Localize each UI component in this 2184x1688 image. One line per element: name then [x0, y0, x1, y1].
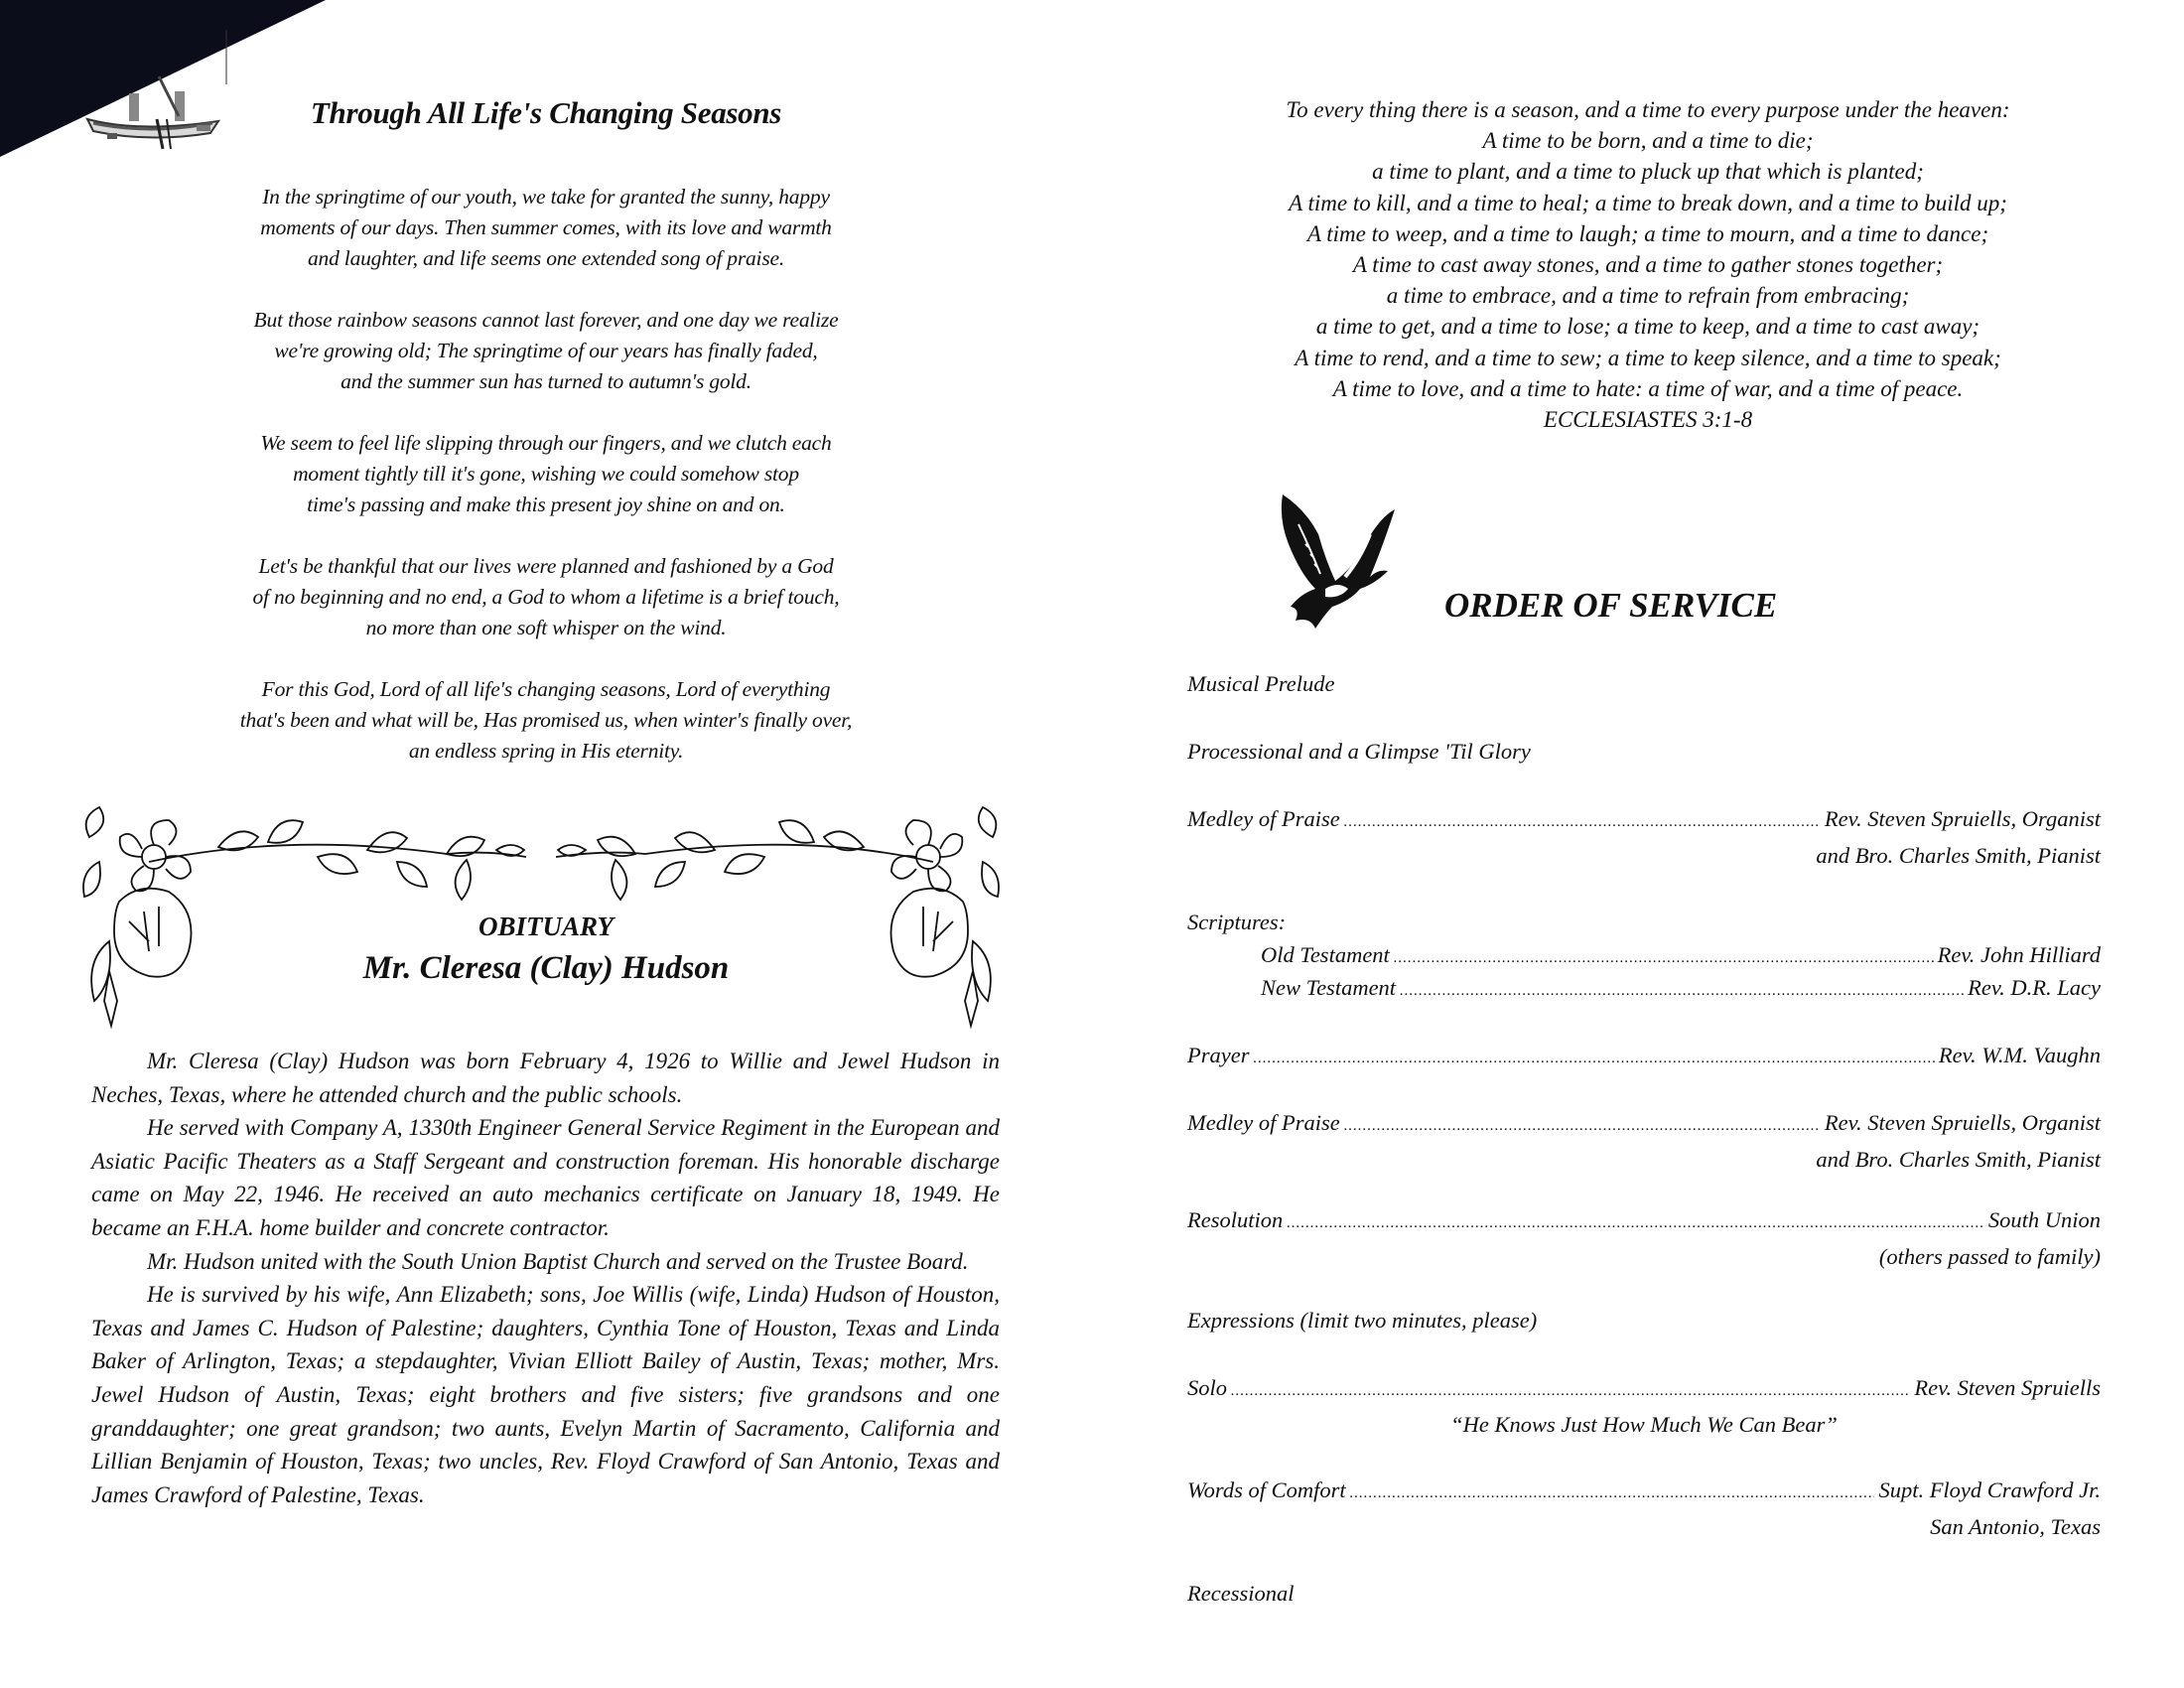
poem-line: For this God, Lord of all life's changing seasons, Lord of everything: [261, 677, 831, 701]
poem-line: and laughter, and life seems one extended song of praise.: [307, 246, 785, 270]
service-item-subtext: and Bro. Charles Smith, Pianist: [1816, 1147, 2101, 1172]
dot-leader: [1231, 1375, 1910, 1408]
service-item: [1187, 735, 2101, 768]
scripture-line: A time to cast away stones, and a time to gather stones together;: [1352, 252, 1944, 278]
service-item-label: Old Testament: [1261, 942, 1390, 967]
service-item: [1187, 1577, 2101, 1610]
obituary-paragraph: Mr. Cleresa (Clay) Hudson was born February 4, 1926 to Willie and Jewel Hudson in Neches, Texas, where he attended church and the public schools.: [91, 1049, 1000, 1107]
poem-stanza: [139, 674, 953, 767]
poem-line: We seem to feel life slipping through our fingers, and we clutch each: [260, 431, 832, 455]
service-item: [1187, 1371, 2101, 1441]
poem-title: Through All Life's Changing Seasons: [310, 95, 782, 130]
poem-line: an endless spring in His eternity.: [408, 739, 684, 763]
service-item-subtext: and Bro. Charles Smith, Pianist: [1816, 843, 2101, 868]
service-item-subtext: San Antonio, Texas: [1930, 1514, 2101, 1539]
scripture-line: A time to love, and a time to hate: a time of war, and a time of peace.: [1332, 375, 1964, 401]
poem-stanza: [139, 305, 953, 397]
service-item-row: [1187, 971, 2101, 1008]
service-item-participant: South Union: [1987, 1207, 2101, 1232]
dove-icon: [1271, 490, 1405, 634]
service-item-participant: Rev. John Hilliard: [1937, 942, 2101, 967]
poem-line: Let's be thankful that our lives were planned and fashioned by a God: [258, 554, 834, 578]
obituary-paragraph: Mr. Hudson united with the South Union Baptist Church and served on the Trustee Board.: [147, 1248, 969, 1274]
poem-line: that's been and what will be, Has promised us, when winter's finally over,: [239, 708, 853, 732]
service-item-label: Scriptures:: [1187, 910, 1287, 934]
poem-stanza: [139, 428, 953, 520]
obituary-label: OBITUARY: [478, 912, 614, 941]
service-item-row: [1187, 938, 2101, 975]
obituary-body: [91, 1045, 1000, 1511]
poem-line: In the springtime of our youth, we take for granted the sunny, happy: [262, 185, 830, 209]
scripture-line: a time to get, and a time to lose; a time to keep, and a time to cast away;: [1315, 314, 1980, 340]
service-item-row: [1187, 667, 2101, 700]
service-item: [1187, 667, 2101, 700]
service-item-label: Prayer: [1187, 1043, 1250, 1067]
service-item-label: Processional and a Glimpse 'Til Glory: [1187, 739, 1531, 764]
service-item-row: [1187, 735, 2101, 768]
order-of-service-title: ORDER OF SERVICE: [1444, 586, 1778, 625]
service-item-row: [1187, 1474, 2101, 1510]
service-item: [1187, 971, 2101, 1008]
service-item-participant: Rev. W.M. Vaughn: [1938, 1043, 2101, 1067]
poem-line: But those rainbow seasons cannot last forever, and one day we realize: [253, 308, 839, 332]
poem-line: no more than one soft whisper on the wind.: [365, 616, 727, 639]
service-item-row: [1187, 1106, 2101, 1143]
service-item-label: Medley of Praise: [1187, 1110, 1340, 1135]
service-item-row: [1187, 802, 2101, 839]
service-item: [1187, 1203, 2101, 1273]
dot-leader: [1253, 1043, 1934, 1075]
scripture-line: A time to weep, and a time to laugh; a time to mourn, and a time to dance;: [1306, 220, 1989, 246]
service-item: [1187, 1474, 2101, 1543]
service-item: [1187, 938, 2101, 975]
service-item-participant: Rev. Steven Spruiells, Organist: [1824, 806, 2101, 831]
service-item-label: Expressions (limit two minutes, please): [1187, 1308, 1538, 1333]
poem-stanza: [139, 551, 953, 643]
scripture-line: A time to be born, and a time to die;: [1482, 128, 1814, 154]
scripture-reference: ECCLESIASTES 3:1-8: [1543, 407, 1753, 433]
service-item-label: Recessional: [1187, 1581, 1295, 1606]
dot-leader: [1350, 1477, 1875, 1510]
obituary-paragraph: He served with Company A, 1330th Engineer General Service Regiment in the European and Asiatic Pacific Theaters as a Staff Sergeant and construction foreman. His honorable discharge came on May 22, 1946. He received an auto mechanics certificate on January 18, 1949. He became an F.H.A. home builder and concrete contractor.: [91, 1115, 1000, 1240]
poem-line: and the summer sun has turned to autumn's gold.: [341, 369, 751, 393]
poem-stanza: [139, 182, 953, 274]
rowboat-icon: [79, 62, 228, 151]
service-item: [1187, 802, 2101, 872]
service-item-participant: Rev. Steven Spruiells, Organist: [1824, 1110, 2101, 1135]
service-item-row: [1187, 1304, 2101, 1336]
service-item: [1187, 1039, 2101, 1075]
scripture-line: A time to kill, and a time to heal; a time to break down, and a time to build up;: [1289, 190, 2007, 215]
solo-song-title: “He Knows Just How Much We Can Bear”: [1450, 1412, 1838, 1437]
deceased-name: Mr. Cleresa (Clay) Hudson: [362, 950, 730, 986]
scripture-line: To every thing there is a season, and a time to every purpose under the heaven:: [1286, 97, 2010, 122]
service-item: [1187, 1106, 2101, 1176]
service-item-participant: Rev. Steven Spruiells: [1914, 1375, 2101, 1400]
service-item-row: [1187, 1039, 2101, 1075]
service-item-subtext: (others passed to family): [1878, 1244, 2101, 1269]
poem-line: we're growing old; The springtime of our years has finally faded,: [274, 339, 818, 362]
dot-leader: [1287, 1207, 1984, 1240]
service-item-label: Words of Comfort: [1187, 1477, 1346, 1502]
service-item: [1187, 1304, 2101, 1336]
service-item: [1187, 906, 2101, 938]
service-item-label: New Testament: [1261, 975, 1397, 1000]
scripture-line: A time to rend, and a time to sew; a time to keep silence, and a time to speak;: [1295, 345, 2001, 370]
poem-line: moments of our days. Then summer comes, with its love and warmth: [260, 215, 832, 239]
service-item-row: [1187, 1577, 2101, 1610]
scripture-line: a time to plant, and a time to pluck up that which is planted;: [1372, 159, 1924, 185]
dot-leader: [1344, 1110, 1821, 1143]
service-item-label: Solo: [1187, 1375, 1228, 1400]
dot-leader: [1344, 806, 1821, 839]
service-item-row: [1187, 1203, 2101, 1240]
poem-line: moment tightly till it's gone, wishing we could somehow stop: [293, 462, 799, 486]
poem-line: of no beginning and no end, a God to whom a lifetime is a brief touch,: [252, 585, 840, 609]
service-item-label: Musical Prelude: [1187, 671, 1335, 696]
service-item-label: Medley of Praise: [1187, 806, 1340, 831]
poem-line: time's passing and make this present joy shine on and on.: [307, 492, 785, 516]
service-item-participant: Rev. D.R. Lacy: [1968, 975, 2101, 1000]
scripture-line: a time to embrace, and a time to refrain from embracing;: [1386, 283, 1910, 309]
service-item-participant: Supt. Floyd Crawford Jr.: [1878, 1477, 2101, 1502]
poem-body: [139, 182, 953, 797]
scripture-passage: [1171, 94, 2124, 435]
service-item-label: Resolution: [1187, 1207, 1284, 1232]
service-item-row: [1187, 906, 2101, 938]
obituary-paragraph: He is survived by his wife, Ann Elizabeth; sons, Joe Willis (wife, Linda) Hudson of Houston, Texas and James C. Hudson of Palestine; daughters, Cynthia Tone of Houston, Texas and Linda Baker of Arlington, Texas; a stepdaughter, Vivian Elliott Bailey of Austin, Texas; mother, Mrs. Jewel Hudson of Austin, Texas; eight brothers and five sisters; five grandsons and one granddaughter; one great grandson; two aunts, Evelyn Martin of Sacramento, California and Lillian Benjamin of Houston, Texas; two uncles, Rev. Floyd Crawford of San Antonio, Texas and James Crawford of Palestine, Texas.: [91, 1282, 1000, 1507]
service-item-row: [1187, 1371, 2101, 1408]
dot-leader: [1400, 975, 1964, 1008]
